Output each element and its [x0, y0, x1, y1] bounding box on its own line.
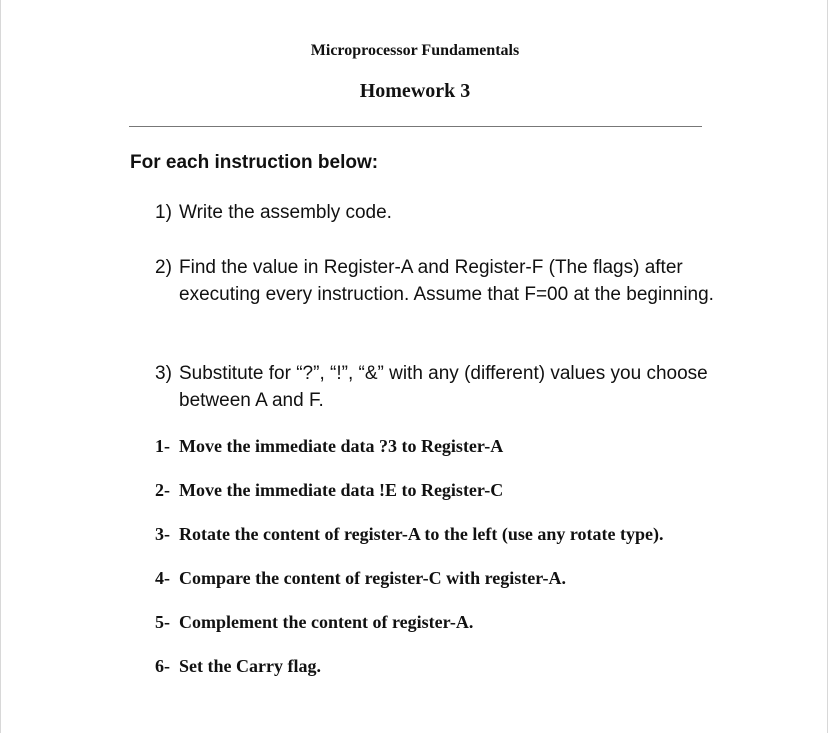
- step-text: Find the value in Register-A and Register-F (The flags) after executing every instruction. Assume that F=00 at the beginning.: [179, 257, 714, 305]
- course-title: Microprocessor Fundamentals: [310, 42, 520, 59]
- step-number: 2): [155, 257, 172, 278]
- instruction-item: [155, 656, 321, 677]
- instruction-text: Rotate the content of register-A to the left (use any rotate type).: [179, 524, 664, 544]
- instruction-number: 5-: [155, 612, 170, 632]
- instruction-number: 3-: [155, 524, 170, 544]
- instruction-number: 1-: [155, 436, 170, 456]
- instruction-item: [155, 524, 664, 545]
- title-divider: [129, 126, 702, 127]
- instruction-text: Move the immediate data ?3 to Register-A: [179, 436, 504, 456]
- instruction-item: [155, 436, 503, 457]
- step-number: 3): [155, 363, 172, 384]
- step-item: [155, 254, 715, 308]
- instruction-item: [155, 480, 503, 501]
- step-item: [155, 360, 715, 414]
- instruction-text: Compare the content of register-C with register-A.: [179, 568, 567, 588]
- step-text: Write the assembly code.: [179, 202, 392, 223]
- instruction-item: [155, 568, 566, 589]
- homework-title: Homework 3: [359, 80, 471, 102]
- step-text: Substitute for “?”, “!”, “&” with any (different) values you choose between A and F.: [179, 363, 708, 411]
- instruction-text: Move the immediate data !E to Register-C: [179, 480, 504, 500]
- instruction-number: 4-: [155, 568, 170, 588]
- instruction-item: [155, 612, 473, 633]
- instruction-text: Complement the content of register-A.: [179, 612, 474, 632]
- step-item: [155, 199, 715, 226]
- intro-heading: For each instruction below:: [130, 152, 379, 173]
- instruction-number: 6-: [155, 656, 170, 676]
- instruction-text: Set the Carry flag.: [179, 656, 321, 676]
- instruction-number: 2-: [155, 480, 170, 500]
- step-number: 1): [155, 202, 172, 223]
